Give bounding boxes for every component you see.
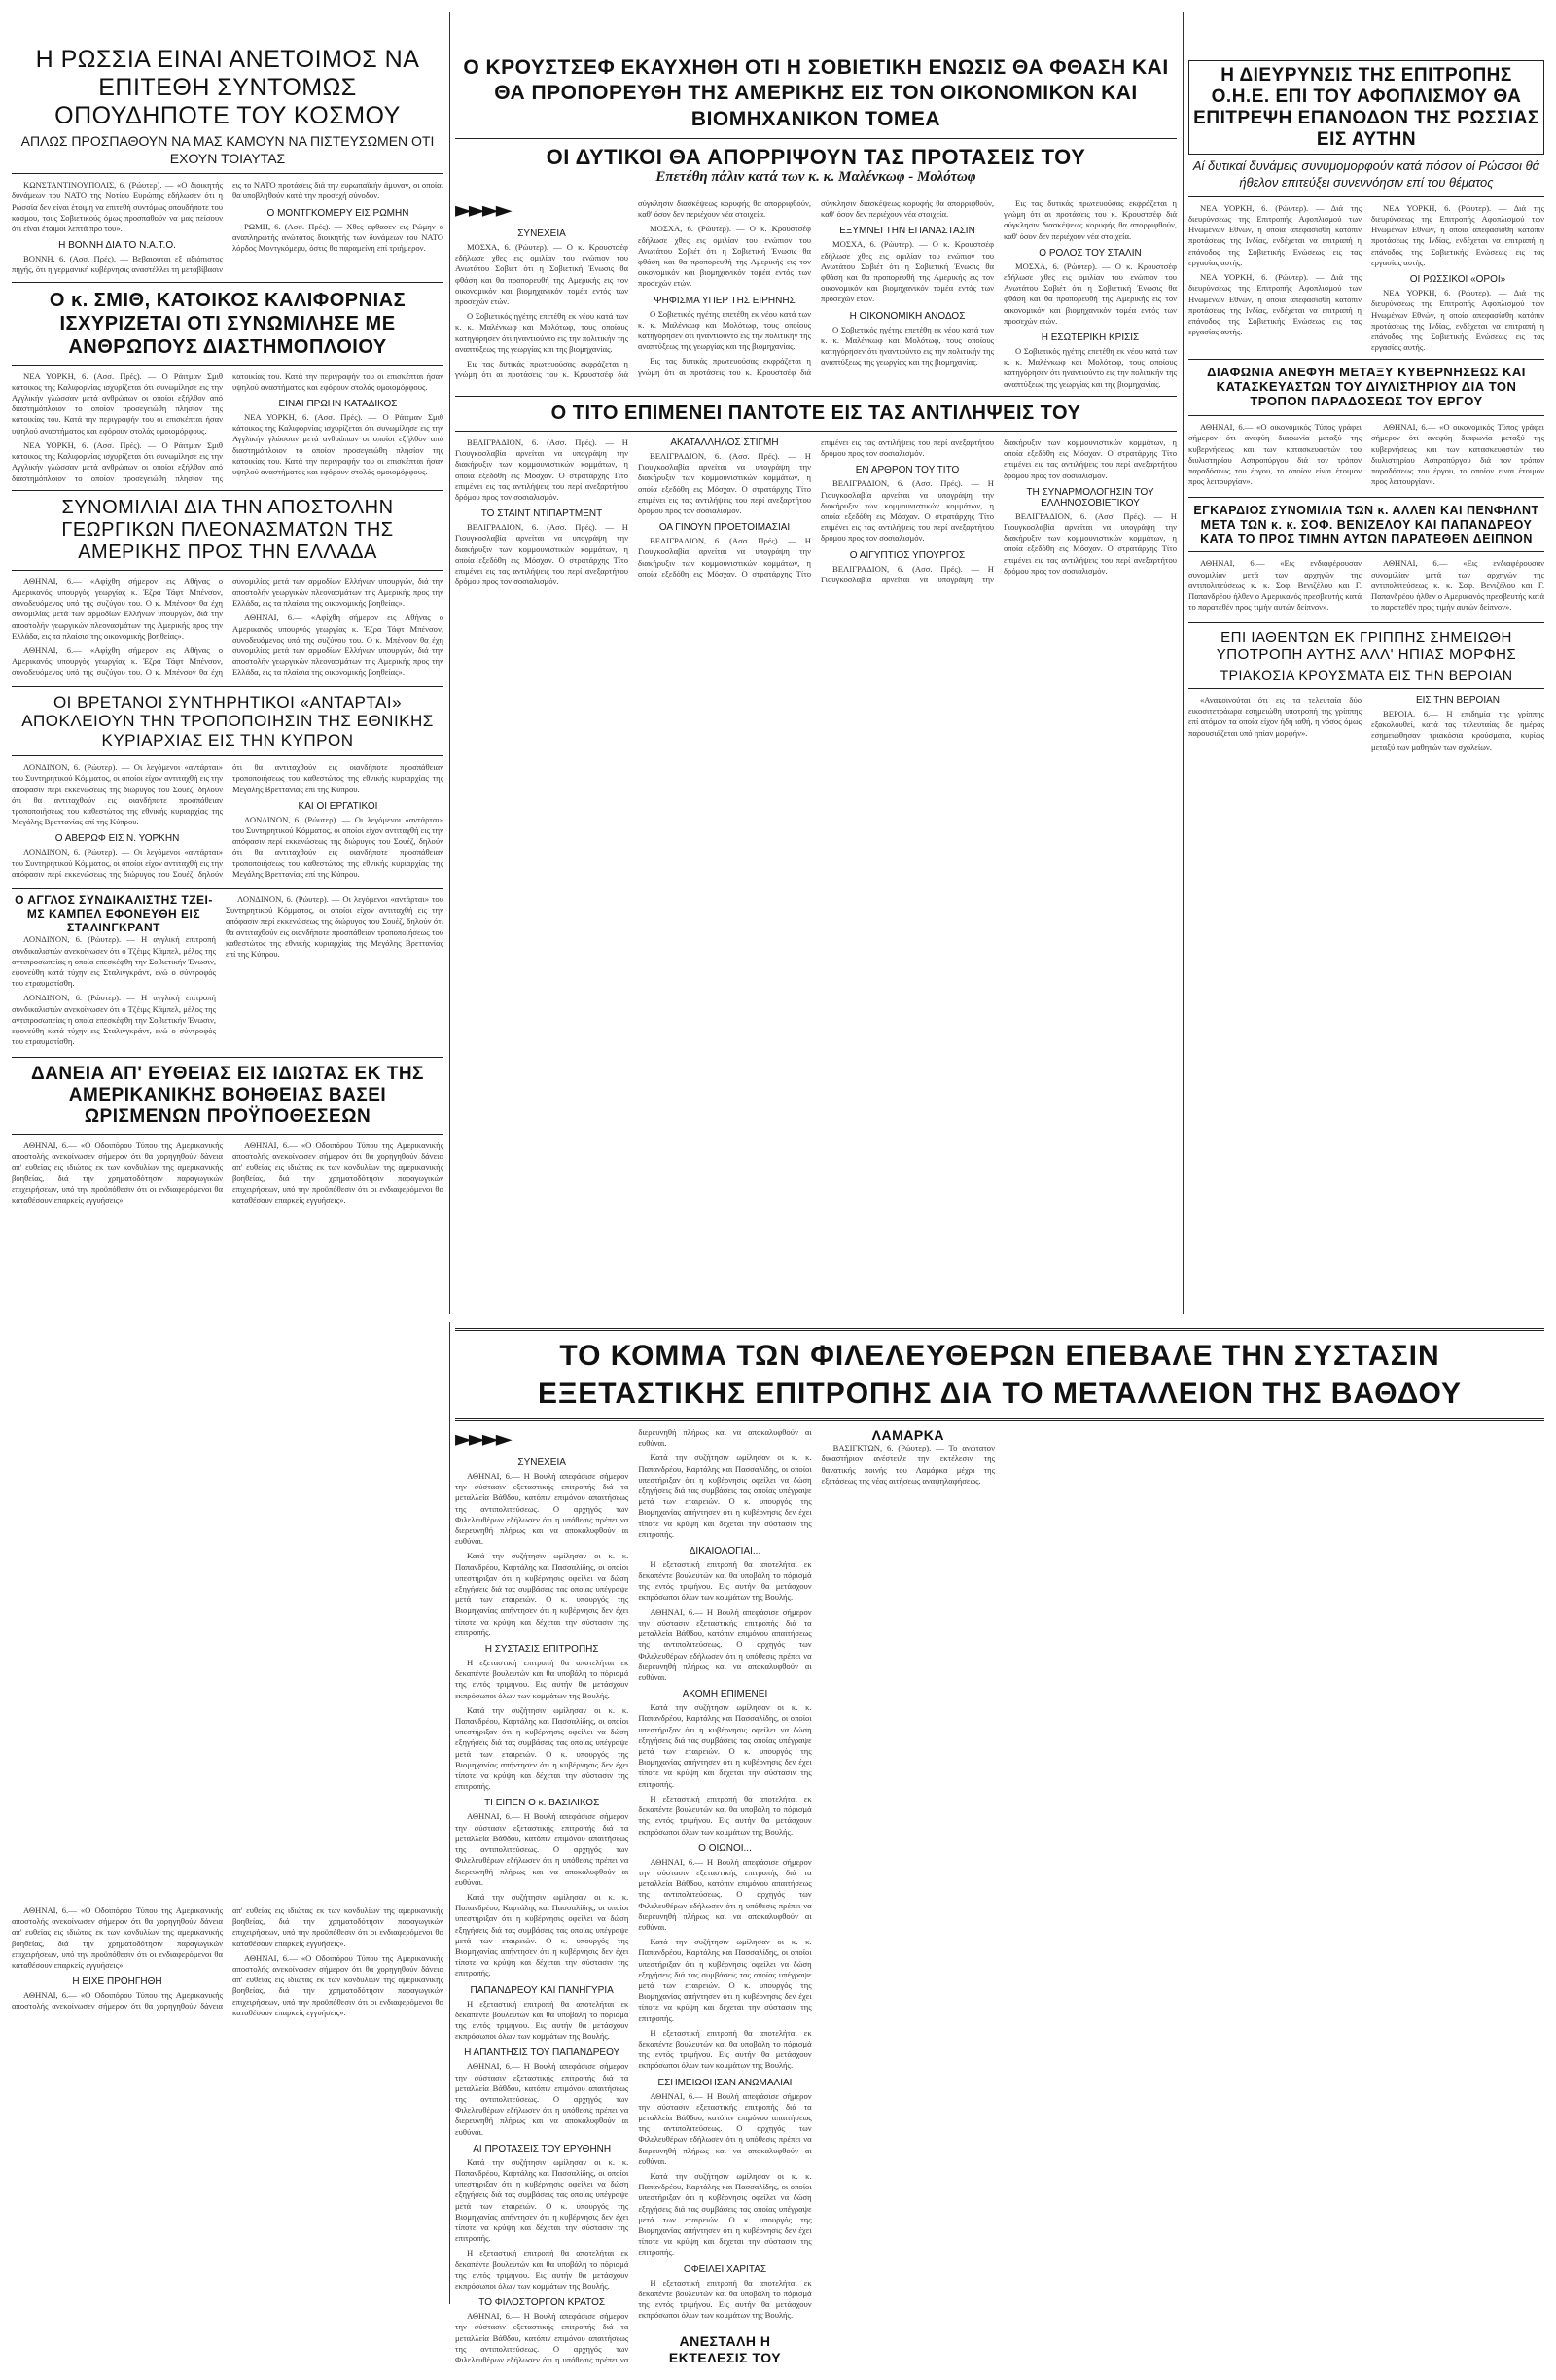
liberals-text-21: Κατά την συζήτησιν ωμίλησαν οι κ. κ. Παπανδρέου, Καρτάλης και Πασσαλίδης, οι οποίοι υπεστήριξαν ότι η κυβέρνησις οφείλει να δώση εξηγήσεις διά τας συμβάσεις τας οποίας υπέγραψε μετά των εταιρειών. Ο κ. υπουργός της Βιομηχανίας απήντησεν ότι η κυβέρνησις δεν έχει τίποτε να κρύψη και δέχεται την σύστασιν της επιτροπής. <box>638 2170 812 2258</box>
article-synomiliai-body <box>12 577 443 681</box>
section-anomaliai: ΕΣΗΜΕΙΩΘΗΣΑΝ ΑΝΩΜΑΛΙΑΙ <box>657 2077 793 2088</box>
continuation-arrows-icon: ►►►► <box>455 198 510 224</box>
article-tito-body <box>455 438 1177 587</box>
article-daneia-text-2: ΑΘΗΝΑΙ, 6.— «Ο Οδοιπόρου Τύπου της Αμερικανικής αποστολής ανεκοίνωσεν σήμερον ότι θα χορηγηθούν δάνεια απ' ευθείας εις ιδιώτας εκ των κονδυλίων της αμερικανικής βοηθείας, διά την χρηματοδότησιν παραγωγικών επιχειρήσεων, υπό την προϋπόθεσιν ότι οι ενδιαφερόμενοι θα καταθέσουν επαρκείς εγγυήσεις». <box>232 1139 443 1205</box>
continuation-label: ΣΥΝΕΧΕΙΑ <box>517 1457 566 1468</box>
article-khrushchev-body <box>455 198 1177 390</box>
article-daneia-body <box>12 1140 443 1209</box>
divider <box>1188 359 1544 360</box>
section-filostorgon: ΤΟ ΦΙΛΟΣΤΟΡΓΟΝ ΚΡΑΤΟΣ <box>478 2297 606 2309</box>
headline-diefrynsis: Η ΔΙΕΥΡΥΝΣΙΣ ΤΗΣ ΕΠΙΤΡΟΠΗΣ Ο.Η.Ε. ΕΠΙ ΤΟΥ ΑΦΟΠΛΙΣΜΟΥ ΘΑ ΕΠΙΤΡΕΨΗ ΕΠΑΝΟΔΟΝ ΤΗΣ ΡΩΣΣΙΑΣ ΕΙΣ ΑΥΤΗΝ <box>1193 65 1539 150</box>
section-akomi: ΑΚΟΜΗ ΕΠΙΜΕΝΕΙ <box>682 1689 768 1700</box>
article-diefrynsis-text-2: ΝΕΑ ΥΟΡΚΗ, 6. (Ρώυτερ). — Διά της διευρύνσεως της Επιτροπής Αφοπλισμού των Ηνωμένων Εθνών, η οποία απεφασίσθη κατόπιν προτάσεως της Ινδίας, ενδέχεται να επιτραπή η επάνοδος της Σοβιετικής Ενώσεως εις τας εργασίας αυτής. <box>1188 272 1362 337</box>
headline-liberals: ΤΟ ΚΟΜΜΑ ΤΩΝ ΦΙΛΕΛΕΥΘΕΡΩΝ ΕΠΕΒΑΛΕ ΤΗΝ ΣΥΣΤΑΣΙΝ ΕΞΕΤΑΣΤΙΚΗΣ ΕΠΙΤΡΟΠΗΣ ΔΙΑ ΤΟ ΜΕΤΑΛΛΕΙΟΝ ΤΗΣ ΒΑΘΔΟΥ <box>537 1340 1463 1410</box>
divider <box>12 282 443 283</box>
article-gripi-text: «Ανακοινούται ότι εις τα τελευταία δύο εικοσιτετράωρα εσημειώθη υποτροπή της γρίππης επί ατόμων τα οποία είχον ήδη ιαθή, η νόσος όμως παρουσιάζεται υπό ηπίαν μορφήν». <box>1188 695 1362 738</box>
section-vasilikos: ΤΙ ΕΙΠΕΝ Ο κ. ΒΑΣΙΛΙΚΟΣ <box>484 1798 600 1809</box>
divider <box>12 173 443 174</box>
headline-tito: Ο ΤΙΤΟ ΕΠΙΜΕΝΕΙ ΠΑΝΤΟΤΕ ΕΙΣ ΤΑΣ ΑΝΤΙΛΗΨΕΙΣ ΤΟΥ <box>550 402 1081 424</box>
byline-malenkov: Επετέθη πάλιν κατά των κ. κ. Μαλένκωφ - Μολότωφ <box>655 169 976 186</box>
section-ellinosovietikou: ΤΗ ΣΥΝΑΡΜΟΛΟΓΗΣΙΝ ΤΟΥ ΕΛΛΗΝΟΣΟΒΙΕΤΙΚΟΥ <box>1026 486 1154 508</box>
article-diefrynsis-text-3: ΝΕΑ ΥΟΡΚΗ, 6. (Ρώυτερ). — Διά της διευρύνσεως της Επιτροπής Αφοπλισμού των Ηνωμένων Εθνών, η οποία απεφασίσθη κατόπιν προτάσεως της Ινδίας, ενδέχεται να επιτραπή η επάνοδος της Σοβιετικής Ενώσεως εις τας εργασίας αυτής. <box>1371 202 1544 267</box>
section-stigmi: ΑΚΑΤΑΛΛΗΛΟΣ ΣΤΙΓΜΗ <box>670 437 779 448</box>
campbell-row <box>12 894 443 1051</box>
article-tito-text-5: ΒΕΛΙΓΡΑΔΙΟΝ, 6. (Ασσ. Πρές). — Η Γιουγκοσλαβία αρνείται να υπογράψη την διακήρυξιν των κομμουνιστικών κομμάτων, η οποία εξεδόθη εις Μόσχαν. Ο στρατάρχης Τίτο επιμένει εις τας αντιλήψεις του περί ανεξαρτήτου δρόμου προς τον σοσιαλισμόν. <box>821 478 994 543</box>
section-katadikos: ΕΙΝΑΙ ΠΡΩΗΝ ΚΑΤΑΔΙΚΟΣ <box>278 399 398 410</box>
liberals-text-8: ΑΘΗΝΑΙ, 6.— Η Βουλή απεφάσισε σήμερον την σύστασιν εξεταστικής επιτροπής διά τα μεταλλεία Βάθδου, κατόπιν επιμόνου απαιτήσεως της αντιπολιτεύσεως. Ο αρχηγός των Φιλελευθέρων εδήλωσεν ότι η υπόθεσις πρέπει να διερευνηθή πλήρως και να αποκαλυφθούν αι ευθύναι. <box>455 2061 629 2137</box>
article-smith-body <box>12 371 443 484</box>
article-side-text: ΛΟΝΔΙΝΟΝ, 6. (Ρώυτερ). — Οι λεγόμενοι «αντάρται» του Συντηρητικού Κόμματος, οι οποίοι είχον αντιταχθή εις την απόφασιν περί εκκενώσεως της διώρυγος του Σουέζ, δηλούν ότι θα αντιταχθούν εις οιανδήποτε προσπάθειαν τροποποιήσεως του καθεστώτος της εθνικής κυριαρχίας της Μεγάλης Βρεττανίας επί της Κύπρου. <box>226 894 443 960</box>
headline-anestali: ΑΝΕΣΤΑΛΗ Η ΕΚΤΕΛΕΣΙΣ ΤΟΥ ΛΑΜΑΡΚΑ <box>668 1427 944 2365</box>
article-liberals-body <box>455 1427 1544 2380</box>
headline-allen: ΕΓΚΑΡΔΙΟΣ ΣΥΝΟΜΙΛΙΑ ΤΩΝ κ. ΑΛΛΕΝ ΚΑΙ ΠΕΝΦΗΛΝΤ ΜΕΤΑ ΤΩΝ κ. κ. ΣΟΦ. ΒΕΝΙΖΕΛΟΥ ΚΑΙ ΠΑΠΑΝΔΡΕΟΥ ΚΑΤΑ ΤΟ ΠΡΟΣ ΤΙΜΗΝ ΑΥΤΩΝ ΠΑΡΑΤΕΘΕΝ ΔΕΙΠΝΟΝ <box>1193 504 1539 546</box>
article-vretanoi-text-3: ΛΟΝΔΙΝΟΝ, 6. (Ρώυτερ). — Οι λεγόμενοι «αντάρται» του Συντηρητικού Κόμματος, οι οποίοι είχον αντιταχθή εις την απόφασιν περί εκκενώσεως της διώρυγος του Σουέζ, δηλούν ότι θα αντιταχθούν εις οιανδήποτε προσπάθειαν τροποποιήσεως του καθεστώτος της εθνικής κυριαρχίας της Μεγάλης Βρεττανίας επί της Κύπρου. <box>232 814 443 879</box>
article-diafonia-text-2: ΑΘΗΝΑΙ, 6.— «Ο οικονομικός Τύπος γράφει σήμερον ότι ανεφύη διαφωνία μεταξύ της κυβερνήσεως και των κατασκευαστών του διυλιστηρίου Ασπροπύργου διά τον τρόπον παραδόσεως του έργου, το οποίον είναι έτοιμον προς λειτουργίαν». <box>1371 422 1544 487</box>
liberals-text-16: Η εξεταστική επιτροπή θα αποτελήται εκ δεκαπέντε βουλευτών και θα υποβάλη το πόρισμά της εντός τριμήνου. Εις αυτήν θα μετάσχουν εκπρόσωποι όλων των κομμάτων της Βουλής. <box>638 1793 812 1837</box>
article-diafonia-body <box>1188 422 1544 491</box>
section-stalin: Ο ΡΟΛΟΣ ΤΟΥ ΣΤΑΛΙΝ <box>1039 247 1142 259</box>
liberals-text-18: Κατά την συζήτησιν ωμίλησαν οι κ. κ. Παπανδρέου, Καρτάλης και Πασσαλίδης, οι οποίοι υπεστήριξαν ότι η κυβέρνησις οφείλει να δώση εξηγήσεις διά τας συμβάσεις τας οποίας υπέγραψε μετά των εταιρειών. Ο κ. υπουργός της Βιομηχανίας απήντησεν ότι η κυβέρνησις δεν έχει τίποτε να κρύψη και δέχεται την σύστασιν της επιτροπής. <box>638 1937 812 2023</box>
divider <box>12 686 443 687</box>
section-oikonomikos: Η ΟΙΚΟΝΟΜΙΚΗ ΑΝΟΔΟΣ <box>849 310 966 322</box>
column-left-lower <box>12 1906 443 2018</box>
article-campbell-text: ΛΟΝΔΙΝΟΝ, 6. (Ρώυτερ). — Η αγγλική επιτροπή συνδικαλιστών ανεκοίνωσεν ότι ο Τζέιμς Κάμπελ, μέλος της αντιπροσωπείας η οποία επεσκέφθη την Σοβιετικήν Ένωσιν, εφονεύθη κατά τύχην εις Σταλινγκράντ, ενώ ο σύντροφός του ετραυματίσθη. <box>12 934 216 989</box>
headline-vretanoi: ΟΙ ΒΡΕΤΑΝΟΙ ΣΥΝΤΗΡΗΤΙΚΟΙ «ΑΝΤΑΡΤΑΙ» ΑΠΟΚΛΕΙΟΥΝ ΤΗΝ ΤΡΟΠΟΠΟΙΗΣΙΝ ΤΗΣ ΕΘΝΙΚΗΣ ΚΥΡΙΑΡΧΙΑΣ ΕΙΣ ΤΗΝ ΚΥΠΡΟΝ <box>21 692 434 750</box>
article-khrushchev-text-11: Ο Σοβιετικός ηγέτης επετέθη εκ νέου κατά των κ. κ. Μαλένκωφ και Μολότωφ, τους οποίους κατηγόρησεν ότι ηναντιούντο εις την πολιτικήν της αναπτύξεως της γεωργίας και της βιομηχανίας. <box>1004 346 1177 389</box>
liberals-text-2: Κατά την συζήτησιν ωμίλησαν οι κ. κ. Παπανδρέου, Καρτάλης και Πασσαλίδης, οι οποίοι υπεστήριξαν ότι η κυβέρνησις οφείλει να δώση εξηγήσεις διά τας συμβάσεις τας οποίας υπέγραψε μετά των εταιρειών. Ο κ. υπουργός της Βιομηχανίας απήντησεν ότι η κυβέρνησις δεν έχει τίποτε να κρύψη και δέχεται την σύστασιν της επιτροπής. <box>455 1551 629 1637</box>
section-nato: Η ΒΟΝΝΗ ΔΙΑ ΤΟ Ν.Α.Τ.Ο. <box>58 240 176 252</box>
article-daneia-text-4: ΑΘΗΝΑΙ, 6.— «Ο Οδοιπόρου Τύπου της Αμερικανικής αποστολής ανεκοίνωσεν σήμερον ότι θα χορηγηθούν δάνεια απ' ευθείας εις ιδιώτας εκ των κονδυλίων της αμερικανικής βοηθείας, διά την χρηματοδότησιν παραγωγικών επιχειρήσεων, υπό την προϋπόθεσιν ότι οι ενδιαφερόμενοι θα καταθέσουν επαρκείς εγγυήσεις». <box>12 1906 443 2012</box>
article-diefrynsis-text: ΝΕΑ ΥΟΡΚΗ, 6. (Ρώυτερ). — Διά της διευρύνσεως της Επιτροπής Αφοπλισμού των Ηνωμένων Εθνών, η οποία απεφασίσθη κατόπιν προτάσεως της Ινδίας, ενδέχεται να επιτραπή η επάνοδος της Σοβιετικής Ενώσεως εις τας εργασίας αυτής. <box>1188 202 1362 267</box>
article-diefrynsis-body <box>1188 203 1544 353</box>
article-khrushchev-text-8: Ο Σοβιετικός ηγέτης επετέθη εκ νέου κατά των κ. κ. Μαλένκωφ και Μολότωφ, τους οποίους κατηγόρησεν ότι ηναντιούντο εις την πολιτικήν της αναπτύξεως της γεωργίας και της βιομηχανίας. <box>821 324 994 368</box>
divider <box>638 2327 811 2328</box>
box-diefrynsis <box>1188 60 1544 155</box>
section-montgomery: Ο ΜΟΝΤΓΚΟΜΕΡΥ ΕΙΣ ΡΩΜΗΝ <box>266 207 409 219</box>
article-smith-text-2: ΝΕΑ ΥΟΡΚΗ, 6. (Ασσ. Πρές). — Ο Ράιτμαν Σμιθ κάτοικος της Καλιφορνίας ισχυρίζεται ότι συνωμίλησε εις την Αγγλικήν γλώσσαν μετά ανθρώπων οι οποίοι εξήλθον από διαστημόπλοιον το οποίον προσεγειώθη πλησίον της κατοικίας του. Κατά την περιγραφήν του οι επισκέπται ήσαν υψηλού αναστήματος και εφόρουν στολάς ομοιομόρφους. <box>12 370 443 483</box>
article-montgomery-text: ΡΩΜΗ, 6. (Ασσ. Πρές). — Χθες εφθασεν εις Ρώμην ο αναπληρωτής ανώτατος διοικητής των δυνάμεων του ΝΑΤΟ λόρδος Μοντγκόμερυ, όστις θα παραμείνη επί τριήμερον. <box>232 221 443 254</box>
anestali-text: ΒΑΣΙΓΚΤΩΝ, 6. (Ρώυτερ). — Το ανώτατον δικαστήριον ανέστειλε την εκτέλεσιν της θανατικής ποινής του Λαμάρκα μέχρι της εξετάσεως της νέας αιτήσεως αναψηλαφήσεως. <box>821 1443 995 1486</box>
article-khrushchev-text-7: ΜΟΣΧΑ, 6. (Ρώυτερ). — Ο κ. Κρουστσέφ εδήλωσε χθες εις ομιλίαν του ενώπιον του Ανωτάτου Σοβιέτ ότι η Σοβιετική Ένωσις θα φθάση και θα προπορευθή της Αμερικής εις τον οικονομικόν και βιομηχανικόν τομέα εντός των προσεχών ετών. <box>821 239 994 304</box>
liberals-text-5: ΑΘΗΝΑΙ, 6.— Η Βουλή απεφάσισε σήμερον την σύστασιν εξεταστικής επιτροπής διά τα μεταλλεία Βάθδου, κατόπιν επιμόνου απαιτήσεως της αντιπολιτεύσεως. Ο αρχηγός των Φιλελευθέρων εδήλωσεν ότι η υπόθεσις πρέπει να διερευνηθή πλήρως και να αποκαλυφθούν αι ευθύναι. <box>455 1811 629 1887</box>
subheadline-diefrynsis: Αί δυτικαί δυνάμεις συνυμομορφούν κατά πόσον οί Ρώσσοι θά ήθελον επιτεύξει συνεννόησιν επί του θέματος <box>1192 158 1540 190</box>
headline-daneia: ΔΑΝΕΙΑ ΑΠ' ΕΥΘΕΙΑΣ ΕΙΣ ΙΔΙΩΤΑΣ ΕΚ ΤΗΣ ΑΜΕΡΙΚΑΝΙΚΗΣ ΒΟΗΘΕΙΑΣ ΒΑΣΕΙ ΩΡΙΣΜΕΝΩΝ ΠΡΟΫΠΟΘΕΣΕΩΝ <box>31 1064 424 1128</box>
subheadline-russia: ΑΠΛΩΣ ΠΡΟΣΠΑΘΟΥΝ ΝΑ ΜΑΣ ΚΑΜΟΥΝ ΝΑ ΠΙΣΤΕΥΣΩΜΕΝ ΟΤΙ ΕΧΟΥΝ ΤΟΙΑΥΤΑΣ <box>20 133 435 166</box>
liberals-text-11: ΑΘΗΝΑΙ, 6.— Η Βουλή απεφάσισε σήμερον την σύστασιν εξεταστικής επιτροπής διά τα μεταλλεία Βάθδου, κατόπιν επιμόνου απαιτήσεως της αντιπολιτεύσεως. Ο αρχηγός των Φιλελευθέρων εδήλωσεν ότι η υπόθεσις πρέπει να διερευνηθή πλήρως και να αποκαλυφθούν αι ευθύναι. <box>455 1427 812 2365</box>
liberals-text-17: ΑΘΗΝΑΙ, 6.— Η Βουλή απεφάσισε σήμερον την σύστασιν εξεταστικής επιτροπής διά τα μεταλλεία Βάθδου, κατόπιν επιμόνου απαιτήσεως της αντιπολιτεύσεως. Ο αρχηγός των Φιλελευθέρων εδήλωσεν ότι η υπόθεσις πρέπει να διερευνηθή πλήρως και να αποκαλυφθούν αι ευθύναι. <box>638 1856 812 1932</box>
section-tito-arthro: ΕΝ ΑΡΘΡΟΝ ΤΟΥ ΤΙΤΟ <box>855 465 960 476</box>
divider <box>455 396 1177 397</box>
liberals-text-1: ΑΘΗΝΑΙ, 6.— Η Βουλή απεφάσισε σήμερον την σύστασιν εξεταστικής επιτροπής διά τα μεταλλεία Βάθδου, κατόπιν επιμόνου απαιτήσεως της αντιπολιτεύσεως. Ο αρχηγός των Φιλελευθέρων εδήλωσεν ότι η υπόθεσις πρέπει να διερευνηθή πλήρως και να αποκαλυφθούν αι ευθύναι. <box>455 1471 629 1547</box>
article-russia-body <box>12 180 443 275</box>
column-left <box>12 12 443 1209</box>
continuation-arrows-icon: ►►►► <box>455 1427 510 1452</box>
article-khrushchev-text-1: ΜΟΣΧΑ, 6. (Ρώυτερ). — Ο κ. Κρουστσέφ εδήλωσε χθες εις ομιλίαν του ενώπιον του Ανωτάτου Σοβιέτ ότι η Σοβιετική Ένωσις θα φθάση και θα προπορευθή της Αμερικής εις τον οικονομικόν και βιομηχανικόν τομέα εντός των προσεχών ετών. <box>455 242 628 307</box>
divider <box>1188 196 1544 197</box>
section-aigyptios: Ο ΑΙΓΥΠΤΙΟΣ ΥΠΟΥΡΓΟΣ <box>849 549 966 561</box>
article-russia-text: ΚΩΝΣΤΑΝΤΙΝΟΥΠΟΛΙΣ, 6. (Ρώυτερ). — «Ο διοικητής δυνάμεων του ΝΑΤΟ της Νοτίου Ευρώπης εδήλωσεν ότι η Ρωσσία δεν είναι έτοιμη να επιτεθή συντόμως οπουδήποτε του κόσμου, τους Σοβιετικούς όμως προσπαθούν να μας πείσουν ότι είναι έτοιμοι λεπτά προ του». <box>12 180 223 234</box>
main-story <box>455 1322 1544 2380</box>
liberals-text-19: Η εξεταστική επιτροπή θα αποτελήται εκ δεκαπέντε βουλευτών και θα υποβάλη το πόρισμά της εντός τριμήνου. Εις αυτήν θα μετάσχουν εκπρόσωποι όλων των κομμάτων της Βουλής. <box>638 2027 812 2071</box>
section-apantisis: Η ΑΠΑΝΤΗΣΙΣ ΤΟΥ ΠΑΠΑΝΔΡΕΟΥ <box>464 2048 620 2059</box>
article-tito-text-7: ΒΕΛΙΓΡΑΔΙΟΝ, 6. (Ασσ. Πρές). — Η Γιουγκοσλαβία αρνείται να υπογράψη την διακήρυξιν των κομμουνιστικών κομμάτων, η οποία εξεδόθη εις Μόσχαν. Ο στρατάρχης Τίτο επιμένει εις τας αντιλήψεις του περί ανεξαρτήτου δρόμου προς τον σοσιαλισμόν. <box>1004 510 1177 576</box>
article-khrushchev-text-2: Ο Σοβιετικός ηγέτης επετέθη εκ νέου κατά των κ. κ. Μαλένκωφ και Μολότωφ, τους οποίους κατηγόρησεν ότι ηναντιούντο εις την πολιτικήν της αναπτύξεως της γεωργίας και της βιομηχανίας. <box>455 311 628 354</box>
continuation-label: ΣΥΝΕΧΕΙΑ <box>517 228 566 240</box>
article-khrushchev-text-9: Εις τας δυτικάς πρωτευούσας εκφράζεται η γνώμη ότι αι προτάσεις του κ. Κρουστσέφ διά σύγκλησιν διασκέψεως κορυφής θα απορριφθούν, καθ' όσον δεν περιέχουν νέα στοιχεία. <box>1004 198 1177 241</box>
article-khrushchev-text-4: ΜΟΣΧΑ, 6. (Ρώυτερ). — Ο κ. Κρουστσέφ εδήλωσε χθες εις ομιλίαν του ενώπιον του Ανωτάτου Σοβιέτ ότι η Σοβιετική Ένωσις θα φθάση και θα προπορευθή της Αμερικής εις τον οικονομικόν και βιομηχανικόν τομέα εντός των προσεχών ετών. <box>638 224 811 289</box>
headline-khrushchev: Ο ΚΡΟΥΣΤΣΕΦ ΕΚΑΥΧΗΘΗ ΟΤΙ Η ΣΟΒΙΕΤΙΚΗ ΕΝΩΣΙΣ ΘΑ ΦΘΑΣΗ ΚΑΙ ΘΑ ΠΡΟΠΟΡΕΥΘΗ ΤΗΣ ΑΜΕΡΙΚΗΣ ΕΙΣ ΤΟΝ ΟΙΚΟΝΟΜΙΚΟΝ ΚΑΙ ΒΙΟΜΗΧΑΝΙΚΟΝ ΤΟΜΕΑ <box>463 56 1169 130</box>
article-vretanoi-text-2: ΛΟΝΔΙΝΟΝ, 6. (Ρώυτερ). — Οι λεγόμενοι «αντάρται» του Συντηρητικού Κόμματος, οι οποίοι είχον αντιταχθή εις την απόφασιν περί εκκενώσεως της διώρυγος του Σουέζ, δηλούν ότι θα αντιταχθούν εις οιανδήποτε προσπάθειαν τροποποιήσεως του καθεστώτος της εθνικής κυριαρχίας της Μεγάλης Βρεττανίας επί της Κύπρου. <box>12 762 443 879</box>
section-oionoi: Ο ΟΙΩΝΟΙ... <box>698 1842 752 1854</box>
section-esoteriki: Η ΕΣΩΤΕΡΙΚΗ ΚΡΙΣΙΣ <box>1041 332 1140 344</box>
liberals-text-3: Η εξεταστική επιτροπή θα αποτελήται εκ δεκαπέντε βουλευτών και θα υποβάλη το πόρισμά της εντός τριμήνου. Εις αυτήν θα μετάσχουν εκπρόσωποι όλων των κομμάτων της Βουλής. <box>455 1658 629 1700</box>
column-separator <box>449 12 450 1314</box>
article-smith-text: ΝΕΑ ΥΟΡΚΗ, 6. (Ασσ. Πρές). — Ο Ράιτμαν Σμιθ κάτοικος της Καλιφορνίας ισχυρίζεται ότι συνωμίλησε εις την Αγγλικήν γλώσσαν μετά ανθρώπων οι οποίοι εξήλθον από διαστημόπλοιον το οποίον προσεγειώθη πλησίον της κατοικίας του. Κατά την περιγραφήν του οι επισκέπται ήσαν υψηλού αναστήματος και εφόρουν στολάς ομοιομόρφους. <box>12 370 223 436</box>
headline-synomiliai: ΣΥΝΟΜΙΛΙΑΙ ΔΙΑ ΤΗΝ ΑΠΟΣΤΟΛΗΝ ΓΕΩΡΓΙΚΩΝ ΠΛΕΟΝΑΣΜΑΤΩΝ ΤΗΣ ΑΜΕΡΙΚΗΣ ΠΡΟΣ ΤΗΝ ΕΛΛΑΔΑ <box>61 496 394 563</box>
article-diafonia-text: ΑΘΗΝΑΙ, 6.— «Ο οικονομικός Τύπος γράφει σήμερον ότι ανεφύη διαφωνία μεταξύ της κυβερνήσεως και των κατασκευαστών του διυλιστηρίου Ασπροπύργου διά τον τρόπον παραδόσεως του έργου, το οποίον είναι έτοιμον προς λειτουργίαν». <box>1188 422 1362 487</box>
liberals-text-6: Κατά την συζήτησιν ωμίλησαν οι κ. κ. Παπανδρέου, Καρτάλης και Πασσαλίδης, οι οποίοι υπεστήριξαν ότι η κυβέρνησις οφείλει να δώση εξηγήσεις διά τας συμβάσεις τας οποίας υπέγραψε μετά των εταιρειών. Ο κ. υπουργός της Βιομηχανίας απήντησεν ότι η κυβέρνησις δεν έχει τίποτε να κρύψη και δέχεται την σύστασιν της επιτροπής. <box>455 1891 629 1978</box>
section-workers: ΚΑΙ ΟΙ ΕΡΓΑΤΙΚΟΙ <box>298 800 378 812</box>
campbell-side <box>226 894 443 1051</box>
divider <box>1188 688 1544 689</box>
column-right <box>1188 12 1544 752</box>
liberals-text-9: Κατά την συζήτησιν ωμίλησαν οι κ. κ. Παπανδρέου, Καρτάλης και Πασσαλίδης, οι οποίοι υπεστήριξαν ότι η κυβέρνησις οφείλει να δώση εξηγήσεις διά τας συμβάσεις τας οποίας υπέγραψε μετά των εταιρειών. Ο κ. υπουργός της Βιομηχανίας απήντησεν ότι η κυβέρνησις δεν έχει τίποτε να κρύψη και δέχεται την σύστασιν της επιτροπής. <box>455 2156 629 2244</box>
headline-veroia: ΤΡΙΑΚΟΣΙΑ ΚΡΟΥΣΜΑΤΑ ΕΙΣ ΤΗΝ ΒΕΡΟΙΑΝ <box>1220 666 1513 682</box>
article-gripi-body <box>1188 695 1544 752</box>
headline-campbell: Ο ΑΓΓΛΟΣ ΣΥΝΔΙΚΑΛΙΣΤΗΣ ΤΖΕΙ-ΜΣ ΚΑΜΠΕΛ ΕΦΟΝΕΥΘΗ ΕΙΣ ΣΤΑΛΙΝΓΚΡΑΝΤ <box>15 893 213 934</box>
section-paniguri: ΠΑΠΑΝΔΡΕΟΥ ΚΑΙ ΠΑΝΗΓΥΡΙΑ <box>470 1984 614 1996</box>
divider <box>455 1328 1544 1331</box>
article-allen-text: ΑΘΗΝΑΙ, 6.— «Εις ενδιαφέρουσαν συνομιλίαν μετά των αρχηγών της αντιπολιτεύσεως κ. κ. Σοφ. Βενιζέλου και Γ. Παπανδρέου ήλθεν ο Αμερικανός πρεσβευτής κατά το παρατεθέν προς τιμήν αυτών δείπνον». <box>1188 558 1362 612</box>
section-proetoimasia: ΟΑ ΓΙΝΟΥΝ ΠΡΟΕΤΟΙΜΑΣΙΑΙ <box>658 522 791 534</box>
article-tito-text-3: ΒΕΛΙΓΡΑΔΙΟΝ, 6. (Ασσ. Πρές). — Η Γιουγκοσλαβία αρνείται να υπογράψη την διακήρυξιν των κομμουνιστικών κομμάτων, η οποία εξεδόθη εις Μόσχαν. Ο στρατάρχης Τίτο επιμένει εις τας αντιλήψεις του περί ανεξαρτήτου δρόμου προς τον σοσιαλισμόν. <box>638 450 811 515</box>
headline-diafonia: ΔΙΑΦΩΝΙΑ ΑΝΕΦΥΗ ΜΕΤΑΞΥ ΚΥΒΕΡΝΗΣΕΩΣ ΚΑΙ ΚΑΤΑΣΚΕΥΑΣΤΩΝ ΤΟΥ ΔΙΥΛΙΣΤΗΡΙΟΥ ΔΙΑ ΤΟΝ ΤΡΟΠΟΝ ΠΑΡΑΔΟΣΕΩΣ ΤΟΥ ΕΡΓΟΥ <box>1207 365 1526 409</box>
article-tito-text-2: ΒΕΛΙΓΡΑΔΙΟΝ, 6. (Ασσ. Πρές). — Η Γιουγκοσλαβία αρνείται να υπογράψη την διακήρυξιν των κομμουνιστικών κομμάτων, η οποία εξεδόθη εις Μόσχαν. Ο στρατάρχης Τίτο επιμένει εις τας αντιλήψεις του περί ανεξαρτήτου δρόμου προς τον σοσιαλισμόν. <box>455 522 628 587</box>
article-tito-text-1: ΒΕΛΙΓΡΑΔΙΟΝ, 6. (Ασσ. Πρές). — Η Γιουγκοσλαβία αρνείται να υπογράψη την διακήρυξιν των κομμουνιστικών κομμάτων, η οποία εξεδόθη εις Μόσχαν. Ο στρατάρχης Τίτο επιμένει εις τας αντιλήψεις του περί ανεξαρτήτου δρόμου προς τον σοσιαλισμόν. <box>455 437 628 502</box>
headline-dytikoi: ΟΙ ΔΥΤΙΚΟΙ ΘΑ ΑΠΟΡΡΙΨΟΥΝ ΤΑΣ ΠΡΟΤΑΣΕΙΣ ΤΟΥ <box>546 144 1086 169</box>
liberals-text-4: Κατά την συζήτησιν ωμίλησαν οι κ. κ. Παπανδρέου, Καρτάλης και Πασσαλίδης, οι οποίοι υπεστήριξαν ότι η κυβέρνησις οφείλει να δώση εξηγήσεις διά τας συμβάσεις τας οποίας υπέγραψε μετά των εταιρειών. Ο κ. υπουργός της Βιομηχανίας απήντησεν ότι η κυβέρνησις δεν έχει τίποτε να κρύψη και δέχεται την σύστασιν της επιτροπής. <box>455 1704 629 1792</box>
liberals-text-10: Η εξεταστική επιτροπή θα αποτελήται εκ δεκαπέντε βουλευτών και θα υποβάλη το πόρισμά της εντός τριμήνου. Εις αυτήν θα μετάσχουν εκπρόσωποι όλων των κομμάτων της Βουλής. <box>455 2248 629 2291</box>
article-allen-body <box>1188 558 1544 616</box>
divider <box>12 570 443 571</box>
article-vretanoi-body <box>12 762 443 882</box>
column-separator <box>1183 12 1184 1314</box>
liberals-text-20: ΑΘΗΝΑΙ, 6.— Η Βουλή απεφάσισε σήμερον την σύστασιν εξεταστικής επιτροπής διά τα μεταλλεία Βάθδου, κατόπιν επιμόνου απαιτήσεως της αντιπολιτεύσεως. Ο αρχηγός των Φιλελευθέρων εδήλωσεν ότι η υπόθεσις πρέπει να διερευνηθή πλήρως και να αποκαλυφθούν αι ευθύναι. <box>638 2090 812 2166</box>
section-avero: Ο ΑΒΕΡΩΦ ΕΙΣ Ν. ΥΟΡΚΗΝ <box>54 833 180 845</box>
article-khrushchev-text-3: Εις τας δυτικάς πρωτευούσας εκφράζεται η γνώμη ότι αι προτάσεις του κ. Κρουστσέφ διά σύγκλησιν διασκέψεως κορυφής θα απορριφθούν, καθ' όσον δεν περιέχουν νέα στοιχεία. <box>455 198 811 380</box>
article-synomiliai-text: ΑΘΗΝΑΙ, 6.— «Αφίχθη σήμερον εις Αθήνας ο Αμερικανός υπουργός γεωργίας κ. Έζρα Τάφτ Μπένσον, συνοδευόμενος υπό της συζύγου του. Ο κ. Μπένσον θα έχη συνομιλίας μετά των αρμοδίων Ελλήνων υπουργών, διά την αποστολήν γεωργικών πλεονασμάτων της Αμερικής προς την Ελλάδα, εις τα πλαίσια της οικονομικής βοηθείας». <box>12 576 223 641</box>
article-smith-text-3: ΝΕΑ ΥΟΡΚΗ, 6. (Ασσ. Πρές). — Ο Ράιτμαν Σμιθ κάτοικος της Καλιφορνίας ισχυρίζεται ότι συνωμίλησε εις την Αγγλικήν γλώσσαν μετά ανθρώπων οι οποίοι εξήλθον από διαστημόπλοιον το οποίον προσεγειώθη πλησίον της κατοικίας του. Κατά την περιγραφήν του οι επισκέπται ήσαν υψηλού αναστήματος και εφόρουν στολάς ομοιομόρφους. <box>232 412 443 477</box>
section-protaseis: ΑΙ ΠΡΟΤΑΣΕΙΣ ΤΟΥ ΕΡΥΘΗΝΗ <box>473 2143 612 2154</box>
divider <box>12 1057 443 1058</box>
article-tito-text-6: ΒΕΛΙΓΡΑΔΙΟΝ, 6. (Ασσ. Πρές). — Η Γιουγκοσλαβία αρνείται να υπογράψη την διακήρυξιν των κομμουνιστικών κομμάτων, η οποία εξεδόθη εις Μόσχαν. Ο στρατάρχης Τίτο επιμένει εις τας αντιλήψεις του περί ανεξαρτήτου δρόμου προς τον σοσιαλισμόν. <box>821 437 1177 584</box>
divider <box>12 490 443 491</box>
column-center <box>455 12 1177 587</box>
article-synomiliai-text-2: ΑΘΗΝΑΙ, 6.— «Αφίχθη σήμερον εις Αθήνας ο Αμερικανός υπουργός γεωργίας κ. Έζρα Τάφτ Μπένσον, συνοδευόμενος υπό της συζύγου του. Ο κ. Μπένσον θα έχη συνομιλίας μετά των αρμοδίων Ελλήνων υπουργών, διά την αποστολήν γεωργικών πλεονασμάτων της Αμερικής προς την Ελλάδα, εις τα πλαίσια της οικονομικής βοηθείας». <box>12 576 443 678</box>
divider <box>455 138 1177 139</box>
article-khrushchev-text-5: Ο Σοβιετικός ηγέτης επετέθη εκ νέου κατά των κ. κ. Μαλένκωφ και Μολότωφ, τους οποίους κατηγόρησεν ότι ηναντιούντο εις την πολιτικήν της αναπτύξεως της γεωργίας και της βιομηχανίας. <box>638 308 811 352</box>
article-daneia-continued <box>12 1906 443 2018</box>
article-diefrynsis-text-4: ΝΕΑ ΥΟΡΚΗ, 6. (Ρώυτερ). — Διά της διευρύνσεως της Επιτροπής Αφοπλισμού των Ηνωμένων Εθνών, η οποία απεφασίσθη κατόπιν προτάσεως της Ινδίας, ενδέχεται να επιτραπή η επάνοδος της Σοβιετικής Ενώσεως εις τας εργασίας αυτής. <box>1371 288 1544 353</box>
liberals-text-12: Κατά την συζήτησιν ωμίλησαν οι κ. κ. Παπανδρέου, Καρτάλης και Πασσαλίδης, οι οποίοι υπεστήριξαν ότι η κυβέρνησις οφείλει να δώση εξηγήσεις διά τας συμβάσεις τας οποίας υπέγραψε μετά των εταιρειών. Ο κ. υπουργός της Βιομηχανίας απήντησεν ότι η κυβέρνησις δεν έχει τίποτε να κρύψη και δέχεται την σύστασιν της επιτροπής. <box>638 1452 812 1539</box>
section-rossikoi-oroi: ΟΙ ΡΩΣΣΙΚΟΙ «ΟΡΟΙ» <box>1409 274 1506 286</box>
campbell-block <box>12 894 216 1051</box>
divider <box>12 888 443 889</box>
article-campbell-text-2: ΛΟΝΔΙΝΟΝ, 6. (Ρώυτερ). — Η αγγλική επιτροπή συνδικαλιστών ανεκοίνωσεν ότι ο Τζέιμς Κάμπελ, μέλος της αντιπροσωπείας η οποία επεσκέφθη την Σοβιετικήν Ένωσιν, εφονεύθη κατά τύχην εις Σταλινγκράντ, ενώ ο σύντροφός του ετραυματίσθη. <box>12 993 216 1047</box>
divider <box>12 755 443 756</box>
article-veroia-text: ΒΕΡΟΙΑ, 6.— Η επιδημία της γρίππης εξακολουθεί, κατά τας τελευταίας δε ημέρας εσημειώθησαν τριακόσια κρούσματα, κυρίως μεταξύ των μαθητών των σχολείων. <box>1371 709 1544 752</box>
divider <box>1188 622 1544 623</box>
section-eirini: ΨΗΦΙΣΜΑ ΥΠΕΡ ΤΗΣ ΕΙΡΗΝΗΣ <box>654 295 796 306</box>
divider <box>1188 497 1544 498</box>
liberals-text-22: Η εξεταστική επιτροπή θα αποτελήται εκ δεκαπέντε βουλευτών και θα υποβάλη το πόρισμά της εντός τριμήνου. Εις αυτήν θα μετάσχουν εκπρόσωποι όλων των κομμάτων της Βουλής. <box>638 2277 812 2321</box>
section-epanastasi: ΕΞΥΜΝΕΙ ΤΗΝ ΕΠΑΝΑΣΤΑΣΙΝ <box>839 226 975 237</box>
liberals-text-7: Η εξεταστική επιτροπή θα αποτελήται εκ δεκαπέντε βουλευτών και θα υποβάλη το πόρισμά της εντός τριμήνου. Εις αυτήν θα μετάσχουν εκπρόσωποι όλων των κομμάτων της Βουλής. <box>455 1998 629 2042</box>
liberals-text-15: Κατά την συζήτησιν ωμίλησαν οι κ. κ. Παπανδρέου, Καρτάλης και Πασσαλίδης, οι οποίοι υπεστήριξαν ότι η κυβέρνησις οφείλει να δώση εξηγήσεις διά τας συμβάσεις τας οποίας υπέγραψε μετά των εταιρειών. Ο κ. υπουργός της Βιομηχανίας απήντησεν ότι η κυβέρνησις δεν έχει τίποτε να κρύψη και δέχεται την σύστασιν της επιτροπής. <box>638 1702 812 1789</box>
headline-gripi: ΕΠΙ ΙΑΘΕΝΤΩΝ ΕΚ ΓΡΙΠΠΗΣ ΣΗΜΕΙΩΘΗ ΥΠΟΤΡΟΠΗ ΑΥΤΗΣ ΑΛΛ' ΗΠΙΑΣ ΜΟΡΦΗΣ <box>1216 629 1517 663</box>
divider <box>12 365 443 366</box>
section-dikaiologiai: ΔΙΚΑΙΟΛΟΓΙΑΙ... <box>689 1546 761 1558</box>
article-vretanoi-text: ΛΟΝΔΙΝΟΝ, 6. (Ρώυτερ). — Οι λεγόμενοι «αντάρται» του Συντηρητικού Κόμματος, οι οποίοι είχον αντιταχθή εις την απόφασιν περί εκκενώσεως της διώρυγος του Σουέζ, δηλούν ότι θα αντιταχθούν εις οιανδήποτε προσπάθειαν τροποποιήσεως του καθεστώτος της εθνικής κυριαρχίας της Μεγάλης Βρεττανίας επί της Κύπρου. <box>12 762 223 827</box>
article-tito-text-4: ΒΕΛΙΓΡΑΔΙΟΝ, 6. (Ασσ. Πρές). — Η Γιουγκοσλαβία αρνείται να υπογράψη την διακήρυξιν των κομμουνιστικών κομμάτων, η οποία εξεδόθη εις Μόσχαν. Ο στρατάρχης Τίτο επιμένει εις τας αντιλήψεις του περί ανεξαρτήτου δρόμου προς τον σοσιαλισμόν. <box>638 437 994 578</box>
column-separator <box>449 1322 450 2304</box>
section-systasi: Η ΣΥΣΤΑΣΙΣ ΕΠΙΤΡΟΠΗΣ <box>484 1644 599 1656</box>
section-xaritas: ΟΦΕΙΛΕΙ ΧΑΡΙΤΑΣ <box>683 2263 767 2275</box>
section-proigoumena: Η ΕΙΧΕ ΠΡΟΗΓΗΘΗ <box>72 1977 162 1988</box>
article-daneia-text-3: ΑΘΗΝΑΙ, 6.— «Ο Οδοιπόρου Τύπου της Αμερικανικής αποστολής ανεκοίνωσεν σήμερον ότι θα χορηγηθούν δάνεια απ' ευθείας εις ιδιώτας εκ των κονδυλίων της αμερικανικής βοηθείας, διά την χρηματοδότησιν παραγωγικών επιχειρήσεων, υπό την προϋπόθεσιν ότι οι ενδιαφερόμενοι θα καταθέσουν επαρκείς εγγυήσεις». <box>12 1906 223 1971</box>
liberals-text-14: ΑΘΗΝΑΙ, 6.— Η Βουλή απεφάσισε σήμερον την σύστασιν εξεταστικής επιτροπής διά τα μεταλλεία Βάθδου, κατόπιν επιμόνου απαιτήσεως της αντιπολιτεύσεως. Ο αρχηγός των Φιλελευθέρων εδήλωσεν ότι η υπόθεσις πρέπει να διερευνηθή πλήρως και να αποκαλυφθούν αι ευθύναι. <box>638 1606 812 1683</box>
article-allen-text-2: ΑΘΗΝΑΙ, 6.— «Εις ενδιαφέρουσαν συνομιλίαν μετά των αρχηγών της αντιπολιτεύσεως κ. κ. Σοφ. Βενιζέλου και Γ. Παπανδρέου ήλθεν ο Αμερικανός πρεσβευτής κατά το παρατεθέν προς τιμήν αυτών δείπνον». <box>1371 558 1544 612</box>
headline-russia: Η ΡΩΣΣΙΑ ΕΙΝΑΙ ΑΝΕΤΟΙΜΟΣ ΝΑ ΕΠΙΤΕΘΗ ΣΥΝΤΟΜΩΣ ΟΠΟΥΔΗΠΟΤΕ ΤΟΥ ΚΟΣΜΟΥ <box>35 46 420 129</box>
section-nimitz: ΤΟ ΣΤΑΙΝΤ ΝΤΙΠΑΡΤΜΕΝΤ <box>480 508 603 520</box>
liberals-text-13: Η εξεταστική επιτροπή θα αποτελήται εκ δεκαπέντε βουλευτών και θα υποβάλη το πόρισμά της εντός τριμήνου. Εις αυτήν θα μετάσχουν εκπρόσωποι όλων των κομμάτων της Βουλής. <box>638 1559 812 1602</box>
article-khrushchev-text-6: Εις τας δυτικάς πρωτευούσας εκφράζεται η γνώμη ότι αι προτάσεις του κ. Κρουστσέφ διά σύγκλησιν διασκέψεως κορυφής θα απορριφθούν, καθ' όσον δεν περιέχουν νέα στοιχεία. <box>638 198 994 377</box>
article-daneia-text: ΑΘΗΝΑΙ, 6.— «Ο Οδοιπόρου Τύπου της Αμερικανικής αποστολής ανεκοίνωσεν σήμερον ότι θα χορηγηθούν δάνεια απ' ευθείας εις ιδιώτας εκ των κονδυλίων της αμερικανικής βοηθείας, διά την χρηματοδότησιν παραγωγικών επιχειρήσεων, υπό την προϋπόθεσιν ότι οι ενδιαφερόμενοι θα καταθέσουν επαρκείς εγγυήσεις». <box>12 1139 223 1205</box>
divider <box>1188 415 1544 416</box>
divider <box>455 1418 1544 1421</box>
article-khrushchev-text-10: ΜΟΣΧΑ, 6. (Ρώυτερ). — Ο κ. Κρουστσέφ εδήλωσε χθες εις ομιλίαν του ενώπιον του Ανωτάτου Σοβιέτ ότι η Σοβιετική Ένωσις θα φθάση και θα προπορευθή της Αμερικής εις τον οικονομικόν και βιομηχανικόν τομέα εντός των προσεχών ετών. <box>1004 261 1177 326</box>
article-daneia-text-5: ΑΘΗΝΑΙ, 6.— «Ο Οδοιπόρου Τύπου της Αμερικανικής αποστολής ανεκοίνωσεν σήμερον ότι θα χορηγηθούν δάνεια απ' ευθείας εις ιδιώτας εκ των κονδυλίων της αμερικανικής βοηθείας, διά την χρηματοδότησιν παραγωγικών επιχειρήσεων, υπό την προϋπόθεσιν ότι οι ενδιαφερόμενοι θα καταθέσουν επαρκείς εγγυήσεις». <box>232 1952 443 2017</box>
article-synomiliai-text-3: ΑΘΗΝΑΙ, 6.— «Αφίχθη σήμερον εις Αθήνας ο Αμερικανός υπουργός γεωργίας κ. Έζρα Τάφτ Μπένσον, συνοδευόμενος υπό της συζύγου του. Ο κ. Μπένσον θα έχη συνομιλίας μετά των αρμοδίων Ελλήνων υπουργών, διά την αποστολήν γεωργικών πλεονασμάτων της Αμερικής προς την Ελλάδα, εις τα πλαίσια της οικονομικής βοηθείας». <box>232 612 443 678</box>
section-veroia: ΕΙΣ ΤΗΝ ΒΕΡΟΙΑΝ <box>1415 695 1500 707</box>
divider <box>455 431 1177 432</box>
divider <box>12 1134 443 1135</box>
headline-smith: Ο κ. ΣΜΙΘ, ΚΑΤΟΙΚΟΣ ΚΑΛΙΦΟΡΝΙΑΣ ΙΣΧΥΡΙΖΕΤΑΙ ΟΤΙ ΣΥΝΩΜΙΛΗΣΕ ΜΕ ΑΝΘΡΩΠΟΥΣ ΔΙΑΣΤΗΜΟΠΛΟΙΟΥ <box>49 289 407 358</box>
divider <box>1188 551 1544 552</box>
article-nato-text: ΒΟΝΝΗ, 6. (Ασσ. Πρές). — Βεβαιούται εξ αξιόπιστος πηγής, ότι η γερμανική κυβέρνησις αναστέλλει τη μεταβίβασιν εις το ΝΑΤΟ προτάσεις διά την ευρωπαϊκήν άμυναν, οι οποίαι θα υποβληθούν κατά την προσεχή σύνοδον. <box>12 180 443 275</box>
